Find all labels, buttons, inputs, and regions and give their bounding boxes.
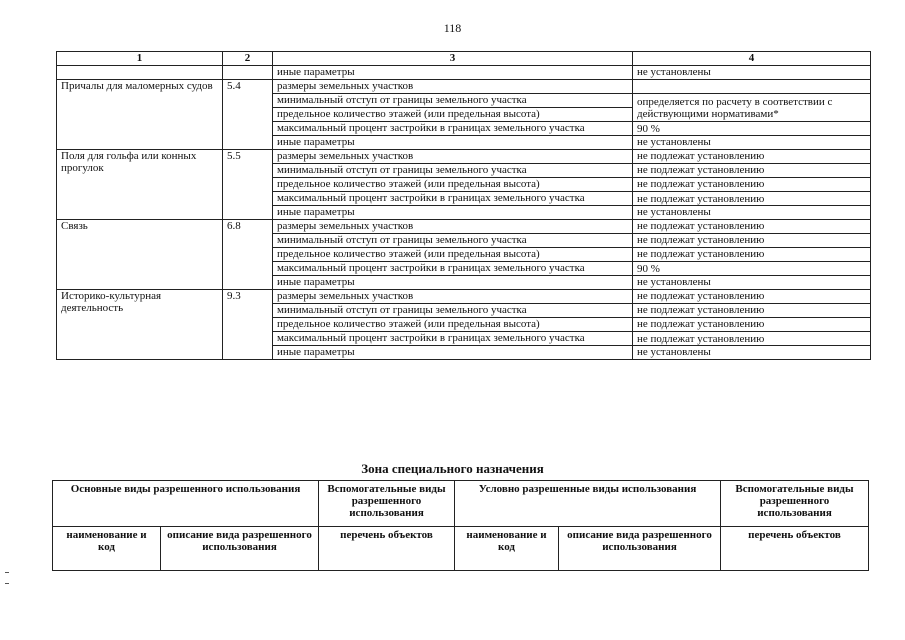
value-cell: 90 % bbox=[633, 262, 871, 276]
parameter-cell: максимальный процент застройки в границах земельного участка bbox=[273, 262, 633, 276]
value-cell: не подлежат установлению bbox=[633, 192, 871, 206]
main-name-code-header: наименование и код bbox=[53, 527, 161, 571]
use-type-code: 5.5 bbox=[223, 150, 273, 220]
conditional-description-header: описание вида разрешенного использования bbox=[559, 527, 721, 571]
use-type-code: 9.3 bbox=[223, 290, 273, 360]
value-cell: не подлежат установлению bbox=[633, 304, 871, 318]
value-cell: не подлежат установлению bbox=[633, 248, 871, 262]
parameter-cell: предельное количество этажей (или предельная высота) bbox=[273, 178, 633, 192]
value-cell: не подлежат установлению bbox=[633, 150, 871, 164]
zone-header-row bbox=[53, 481, 869, 527]
special-zone-table bbox=[52, 480, 869, 571]
main-description-header: описание вида разрешенного использования bbox=[161, 527, 319, 571]
table-row bbox=[57, 290, 871, 304]
column-number-row bbox=[57, 52, 871, 66]
parameter-cell: иные параметры bbox=[273, 276, 633, 290]
value-cell bbox=[633, 80, 871, 94]
use-type-code: 6.8 bbox=[223, 220, 273, 290]
continuation-code-cell bbox=[223, 66, 273, 80]
conditional-name-code-header: наименование и код bbox=[455, 527, 559, 571]
value-cell: не подлежат установлению bbox=[633, 164, 871, 178]
auxiliary-uses-header: Вспомогательные виды разрешенного использования bbox=[319, 481, 455, 527]
value-cell: не установлены bbox=[633, 66, 871, 80]
column-header-1: 1 bbox=[57, 52, 223, 66]
parameter-cell: максимальный процент застройки в границах земельного участка bbox=[273, 192, 633, 206]
column-header-4: 4 bbox=[633, 52, 871, 66]
land-use-parameters-table bbox=[56, 51, 871, 360]
parameter-cell: размеры земельных участков bbox=[273, 290, 633, 304]
zone-subheader-row bbox=[53, 527, 869, 571]
parameter-cell: иные параметры bbox=[273, 66, 633, 80]
value-cell: не подлежат установлению bbox=[633, 290, 871, 304]
parameter-cell: максимальный процент застройки в границах земельного участка bbox=[273, 332, 633, 346]
value-cell: не установлены bbox=[633, 346, 871, 360]
value-cell: не подлежат установлению bbox=[633, 234, 871, 248]
parameter-cell: минимальный отступ от границы земельного участка bbox=[273, 94, 633, 108]
column-header-3: 3 bbox=[273, 52, 633, 66]
parameter-cell: иные параметры bbox=[273, 346, 633, 360]
table-row bbox=[57, 80, 871, 94]
auxiliary-objects-header: перечень объектов bbox=[319, 527, 455, 571]
use-type-name: Поля для гольфа или конных прогулок bbox=[57, 150, 223, 220]
conditional-auxiliary-uses-header: Вспомогательные виды разрешенного использования bbox=[721, 481, 869, 527]
table-row bbox=[57, 220, 871, 234]
parameter-cell: предельное количество этажей (или предельная высота) bbox=[273, 318, 633, 332]
value-cell: не установлены bbox=[633, 136, 871, 150]
parameter-cell: иные параметры bbox=[273, 206, 633, 220]
continuation-name-cell bbox=[57, 66, 223, 80]
parameter-cell: минимальный отступ от границы земельного участка bbox=[273, 234, 633, 248]
value-cell: не установлены bbox=[633, 276, 871, 290]
use-type-name: Историко-культурная деятельность bbox=[57, 290, 223, 360]
use-type-name: Причалы для маломерных судов bbox=[57, 80, 223, 150]
value-cell: не подлежат установлению bbox=[633, 332, 871, 346]
parameter-cell: размеры земельных участков bbox=[273, 150, 633, 164]
parameter-cell: предельное количество этажей (или предельная высота) bbox=[273, 248, 633, 262]
value-cell: не установлены bbox=[633, 206, 871, 220]
column-header-2: 2 bbox=[223, 52, 273, 66]
parameter-cell: размеры земельных участков bbox=[273, 220, 633, 234]
parameter-cell: размеры земельных участков bbox=[273, 80, 633, 94]
value-cell: 90 % bbox=[633, 122, 871, 136]
value-cell: определяется по расчету в соответствии с действующими нормативами* bbox=[633, 94, 871, 122]
main-uses-header: Основные виды разрешенного использования bbox=[53, 481, 319, 527]
use-type-name: Связь bbox=[57, 220, 223, 290]
conditional-uses-header: Условно разрешенные виды использования bbox=[455, 481, 721, 527]
conditional-objects-header: перечень объектов bbox=[721, 527, 869, 571]
parameter-cell: минимальный отступ от границы земельного участка bbox=[273, 164, 633, 178]
value-cell: не подлежат установлению bbox=[633, 318, 871, 332]
parameter-cell: иные параметры bbox=[273, 136, 633, 150]
value-cell: не подлежат установлению bbox=[633, 220, 871, 234]
parameter-cell: предельное количество этажей (или предельная высота) bbox=[273, 108, 633, 122]
table-row bbox=[57, 150, 871, 164]
page-number: 118 bbox=[443, 21, 462, 35]
scan-edge-mark bbox=[5, 572, 9, 584]
value-cell: не подлежат установлению bbox=[633, 178, 871, 192]
use-type-code: 5.4 bbox=[223, 80, 273, 150]
table-row bbox=[57, 66, 871, 80]
parameter-cell: минимальный отступ от границы земельного участка bbox=[273, 304, 633, 318]
zone-title: Зона специального назначения bbox=[361, 461, 544, 476]
parameter-cell: максимальный процент застройки в границах земельного участка bbox=[273, 122, 633, 136]
